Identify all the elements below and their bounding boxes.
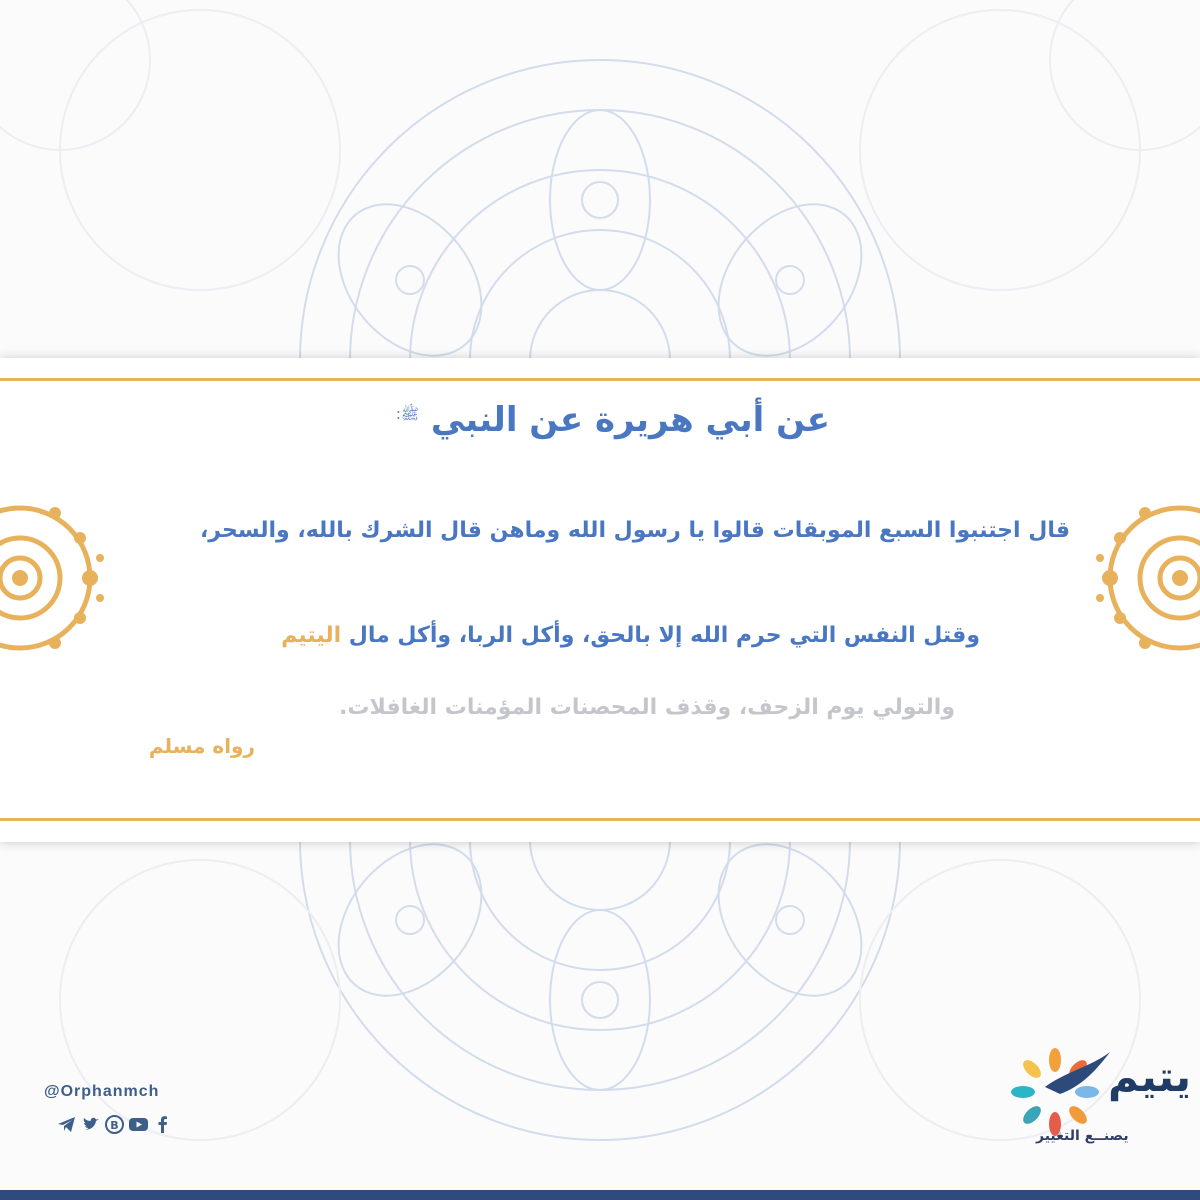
twitter-icon[interactable] [80, 1114, 101, 1135]
facebook-icon[interactable] [152, 1114, 173, 1135]
hadith-line-1: قال اجتنبوا السبع الموبقات قالوا يا رسول الله وماهن قال الشرك بالله، والسحر، [199, 518, 1070, 543]
social-icons [56, 1114, 173, 1135]
orphan-highlight: اليتيم [281, 623, 342, 648]
hadith-title [370, 400, 830, 440]
hadith-line-3: والتولي يوم الزحف، وقذف المحصنات المؤمنات الغافلات. [339, 695, 955, 720]
bottom-gold-rule [0, 818, 1200, 821]
hadith-line-2-text: وقتل النفس التي حرم الله إلا بالحق، وأكل الربا، وأكل مال [341, 623, 980, 648]
narrator-text: رواه مسلم [148, 734, 255, 758]
logo-tagline: يصنــع التغيير [1036, 1128, 1129, 1144]
svg-text:B: B [110, 1119, 119, 1132]
hadith-card [0, 358, 1200, 842]
left-ornament-icon [0, 488, 110, 668]
telegram-icon[interactable] [56, 1114, 77, 1135]
honorific-text: ﷺ: [395, 404, 420, 423]
bottom-bar [0, 1190, 1200, 1200]
b-icon[interactable] [104, 1114, 125, 1135]
hadith-line-2 [200, 623, 980, 648]
top-gold-rule [0, 378, 1200, 381]
right-ornament-icon [1090, 488, 1200, 668]
youtube-icon[interactable] [128, 1114, 149, 1135]
social-handle[interactable]: @Orphanmch [44, 1083, 160, 1100]
title-text: عن أبي هريرة عن النبي [430, 400, 830, 440]
logo-wordmark: يتيم [1108, 1052, 1191, 1101]
